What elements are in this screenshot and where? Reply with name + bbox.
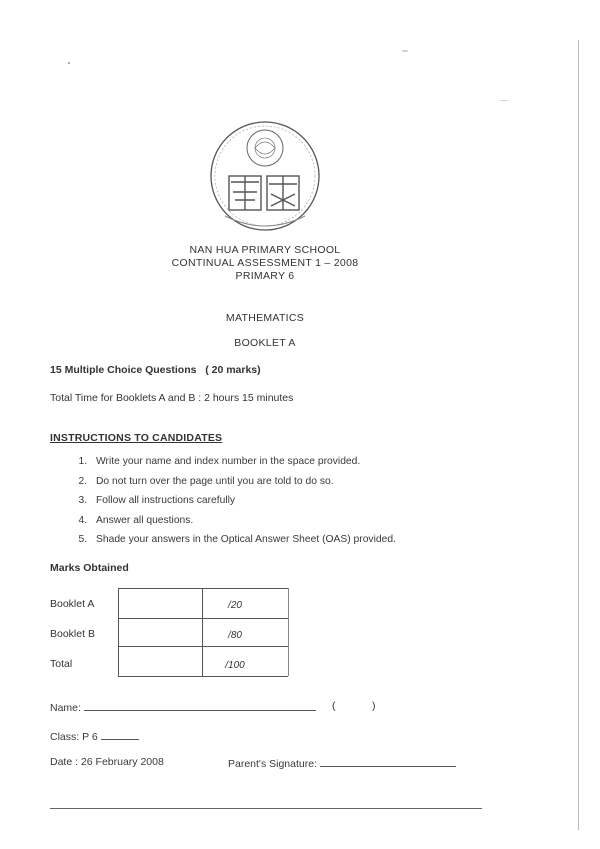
table-rule — [118, 588, 119, 676]
score-booklet-a: /20 — [228, 600, 242, 611]
table-rule — [202, 588, 203, 676]
instruction-item: 5. Shade your answers in the Optical Answer Sheet (OAS) provided. — [90, 530, 396, 550]
instructions-list — [50, 452, 396, 550]
name-field — [50, 700, 316, 714]
school-name: NAN HUA PRIMARY SCHOOL — [189, 244, 341, 256]
marks-table — [50, 588, 300, 688]
date-label: Date : 26 February 2008 — [50, 756, 164, 768]
class-field — [50, 729, 139, 743]
signature-blank[interactable] — [320, 756, 456, 767]
name-label: Name: — [50, 702, 81, 714]
scan-speck — [500, 100, 508, 101]
instruction-item: 1. Write your name and index number in the space provided. — [90, 452, 396, 472]
index-paren-open: ( — [332, 700, 336, 712]
class-label: Class: P 6 — [50, 731, 98, 743]
table-rule — [118, 618, 288, 619]
mcq-info: 15 Multiple Choice Questions ( 20 marks) — [50, 364, 261, 376]
signature-label: Parent's Signature: — [228, 758, 317, 770]
class-blank[interactable] — [101, 729, 139, 740]
level: PRIMARY 6 — [235, 270, 295, 282]
assessment-title: CONTINUAL ASSESSMENT 1 – 2008 — [171, 257, 359, 269]
index-paren-close: ) — [372, 700, 376, 712]
score-total: /100 — [225, 660, 245, 671]
instruction-item: 2. Do not turn over the page until you are told to do so. — [90, 472, 396, 492]
booklet-title: BOOKLET A — [234, 337, 296, 349]
table-rule — [288, 588, 289, 676]
table-rule — [118, 646, 288, 647]
school-crest-logo — [205, 118, 325, 238]
instruction-item: 4. Answer all questions. — [90, 511, 396, 531]
instructions-title: INSTRUCTIONS TO CANDIDATES — [50, 432, 223, 444]
table-rule — [118, 588, 288, 589]
table-rule — [118, 676, 288, 677]
time-info: Total Time for Booklets A and B : 2 hours 15 minutes — [50, 392, 294, 404]
scan-speck — [402, 50, 408, 52]
marks-obtained-title: Marks Obtained — [50, 562, 129, 574]
instruction-item: 3. Follow all instructions carefully — [90, 491, 396, 511]
school-heading — [0, 244, 530, 283]
signature-field — [228, 756, 456, 770]
row-label-booklet-a: Booklet A — [50, 598, 95, 610]
row-label-total: Total — [50, 658, 73, 670]
page-edge-line — [578, 40, 579, 830]
scan-speck — [68, 62, 70, 64]
date-field — [50, 756, 164, 768]
name-blank[interactable] — [84, 700, 316, 711]
row-label-booklet-b: Booklet B — [50, 628, 95, 640]
score-booklet-b: /80 — [228, 630, 242, 641]
footer-rule — [50, 808, 482, 809]
subject-title: MATHEMATICS — [225, 312, 305, 324]
